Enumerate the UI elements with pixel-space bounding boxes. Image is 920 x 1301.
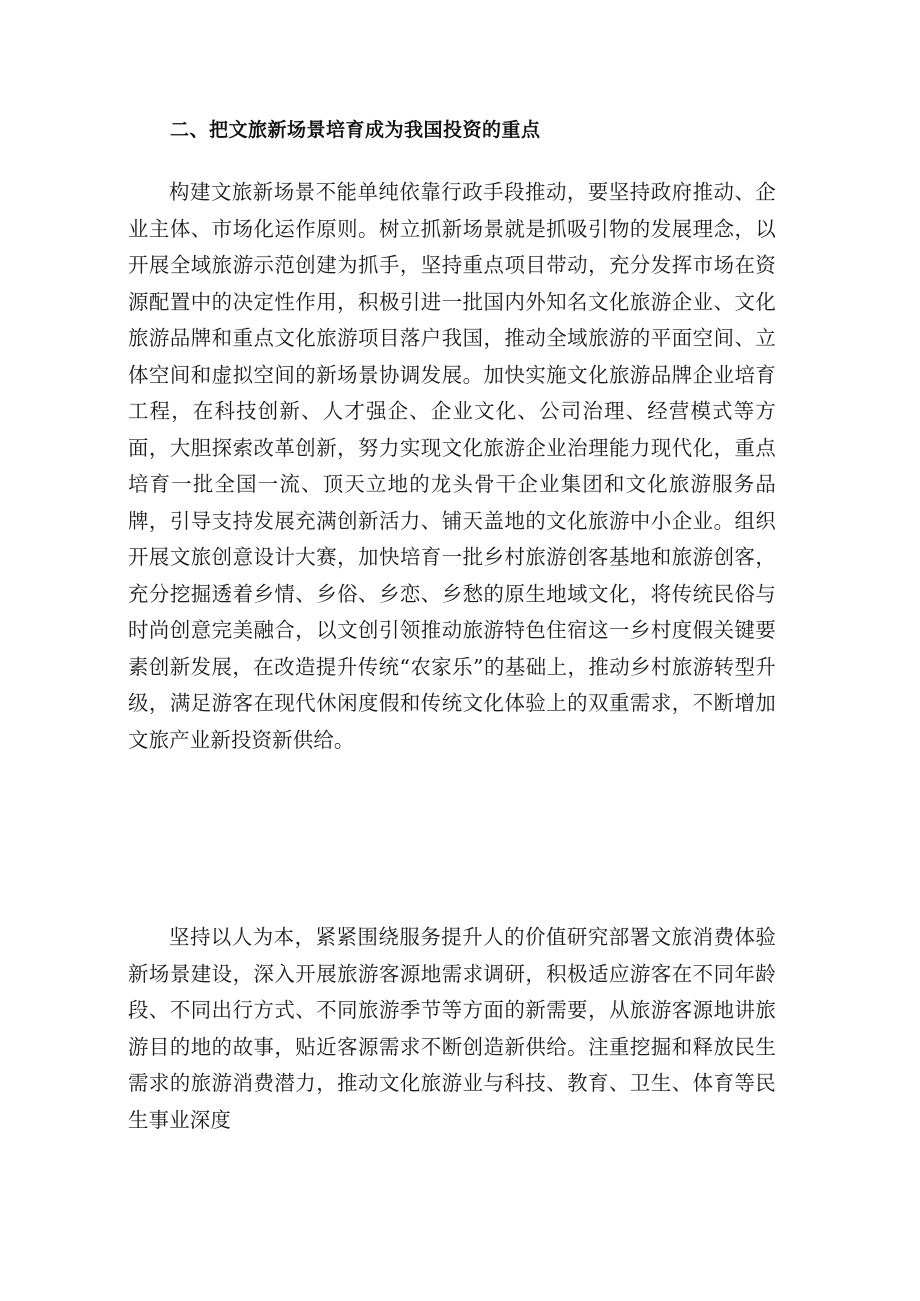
body-paragraph-1: 构建文旅新场景不能单纯依靠行政手段推动，要坚持政府推动、企业主体、市场化运作原则。树立抓新场景就是抓吸引物的发展理念，以开展全域旅游示范创建为抓手，坚持重点项目带动，充分发挥市场在资源配置中的决定性作用，积极引进一批国内外知名文化旅游企业、文化旅游品牌和重点文化旅游项目落户我国，推动全域旅游的平面空间、立体空间和虚拟空间的新场景协调发展。加快实施文化旅游品牌企业培育工程，在科技创新、人才强企、企业文化、公司治理、经营模式等方面，大胆探索改革创新，努力实现文化旅游企业治理能力现代化，重点培育一批全国一流、顶天立地的龙头骨干企业集团和文化旅游服务品牌，引导支持发展充满创新活力、铺天盖地的文化旅游中小企业。组织开展文旅创意设计大赛，加快培育一批乡村旅游创客基地和旅游创客，充分挖掘透着乡情、乡俗、乡恋、乡愁的原生地域文化，将传统民俗与时尚创意完美融合，以文创引领推动旅游特色住宿这一乡村度假关键要素创新发展，在改造提升传统“农家乐”的基础上，推动乡村旅游转型升级，满足游客在现代休闲度假和传统文化体验上的双重需求，不断增加文旅产业新投资新供给。: [128, 180, 776, 752]
section-heading: 二、把文旅新场景培育成为我国投资的重点: [170, 119, 541, 141]
body-paragraph-2: 坚持以人为本，紧紧围绕服务提升人的价值研究部署文旅消费体验新场景建设，深入开展旅游客源地需求调研，积极适应游客在不同年龄段、不同出行方式、不同旅游季节等方面的新需要，从旅游客源地讲旅游目的地的故事，贴近客源需求不断创造新供给。注重挖掘和释放民生需求的旅游消费潜力，推动文化旅游业与科技、教育、卫生、体育等民生事业深度: [128, 925, 776, 1132]
